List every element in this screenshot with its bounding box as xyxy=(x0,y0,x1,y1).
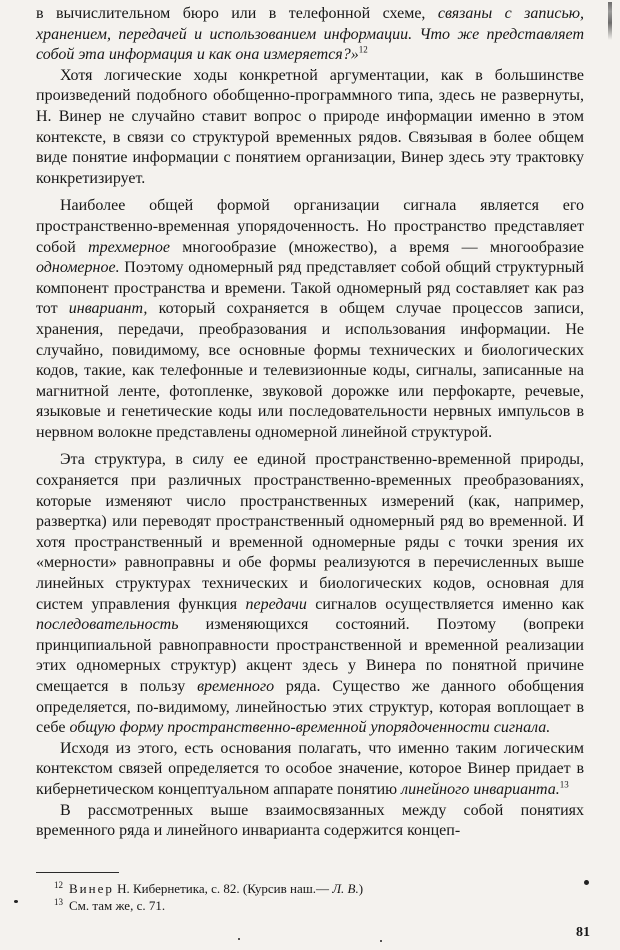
footnote-number: 12 xyxy=(54,879,63,890)
paragraph-4 xyxy=(36,450,584,738)
footnote-separator xyxy=(36,872,119,873)
paragraph-4-italic-3: временного xyxy=(197,678,275,695)
paragraph-3-text-1: Наиболее общей формой организации сигнала является его пространственно-временная упорядоченность. Но пространство представляет собой xyxy=(36,197,584,256)
footnote-tail: ) xyxy=(358,881,364,896)
scan-speck xyxy=(14,900,18,903)
footnote-13 xyxy=(36,897,584,914)
paragraph-1-italic: связаны с записью, хранением, передачей и использованием информации. Что же представляет собой эта информация и как она измеряется?» xyxy=(36,5,585,64)
paragraph-6: В рассмотренных выше взаимосвязанных между собой понятиях временного ряда и линейного инварианта содержится концеп- xyxy=(36,801,584,840)
paragraph-5-italic-1: линейного инварианта. xyxy=(401,780,560,798)
paragraph-4-italic-4: общую форму пространственно-временной упорядоченности сигнала. xyxy=(69,719,551,737)
main-text xyxy=(36,4,584,842)
paragraph-4-text-2: сигналов осуществляется именно как xyxy=(306,595,584,613)
footnote-number: 13 xyxy=(54,896,63,907)
footnote-author: Винер xyxy=(69,881,114,896)
paragraph-3-text-3: Поэтому одномерный ряд представляет собой общий структурный компонент пространства и времени. Такой одномерный ряд составляет как раз тот xyxy=(36,259,584,318)
paragraph-1-lead: в вычислительном бюро или в телефонной схеме, xyxy=(36,5,438,22)
paragraph-3-italic-1: трехмерное xyxy=(88,238,171,256)
footnotes xyxy=(36,880,584,914)
paragraph-3-text-2: многообразие (множество), а время — многообразие xyxy=(170,238,584,256)
footnote-ref-13: 13 xyxy=(559,779,569,790)
paragraph-3-text-4: который сохраняется в общем случае процессов записи, хранения, передачи, преобразования и использования информации. Не случайно, повидимому, все основные формы технических и биологических кодов, такие, как телефонные и телевизионные коды, сигналы, записанные на магнитной ленте, фотопленке, звуковой дорожке или перфокарте, речевые, языковые и генетические коды или последовательности нервных импульсов в нервном волокне представлены одномерной линейной структурой. xyxy=(36,300,585,441)
footnote-12 xyxy=(36,880,584,897)
scan-smudge xyxy=(608,2,612,40)
scan-speck xyxy=(584,880,589,885)
paragraph-4-text-3: изменяющихся состояний. Поэтому (вопреки принципиальной равноправности пространственной и временной реализации этих одномерных структур) акцент здесь у Винера по понятной причине смещается в пользу xyxy=(36,616,584,695)
paragraph-4-italic-2: последовательность xyxy=(36,616,179,634)
scan-speck xyxy=(238,938,240,940)
footnote-text: Н. Кибернетика, с. 82. (Курсив наш.— xyxy=(113,881,333,896)
footnote-ref-12: 12 xyxy=(358,44,368,55)
page-number: 81 xyxy=(576,925,590,940)
paragraph-4-text-4: ряда. Существо же данного обобщения определяется, по-видимому, линейностью этих структур, которая воплощает в себе xyxy=(36,678,585,737)
footnote-text: См. там же, с. 71. xyxy=(69,898,166,913)
paragraph-4-text-1: Эта структура, в силу ее единой пространственно-временной природы, сохраняется при различных пространственно-временных преобразованиях, которые изменяют число пространственных измерений (как, например, развертка) или переводят пространственный одномерный ряд во временной. И хотя пространственный и временной одномерные ряды с точки зрения их «мерности» равноправны и обе формы реализуются в перечисленных выше линейных структурах технических и биологических кодов, основная для систем управления функция xyxy=(36,451,584,613)
paragraph-3-italic-3: инвариант, xyxy=(68,300,148,318)
paragraph-1 xyxy=(36,4,584,66)
paragraph-4-italic-1: передачи xyxy=(245,595,307,613)
paragraph-5 xyxy=(36,739,584,801)
paragraph-5-text-1: Исходя из этого, есть основания полагать, что именно таким логическим контекстом связей определяется то особое значение, которое Винер придает в кибернетическом концептуальном аппарате понятию xyxy=(36,739,584,798)
paragraph-3-italic-2: одномерное. xyxy=(36,259,120,277)
scan-speck xyxy=(380,940,382,942)
footnote-italic: Л. В. xyxy=(332,881,359,896)
paragraph-3 xyxy=(36,196,584,443)
paragraph-2: Хотя логические ходы конкретной аргументации, как в большинстве произведений подобного обобщенно-программного типа, здесь не развернуты, Н. Винер не случайно ставит вопрос о природе информации именно в этом контексте, в связи со структурой временных рядов. Связывая в более общем виде понятие информации с понятием организации, Винер здесь эту трактовку конкретизирует. xyxy=(36,66,584,187)
